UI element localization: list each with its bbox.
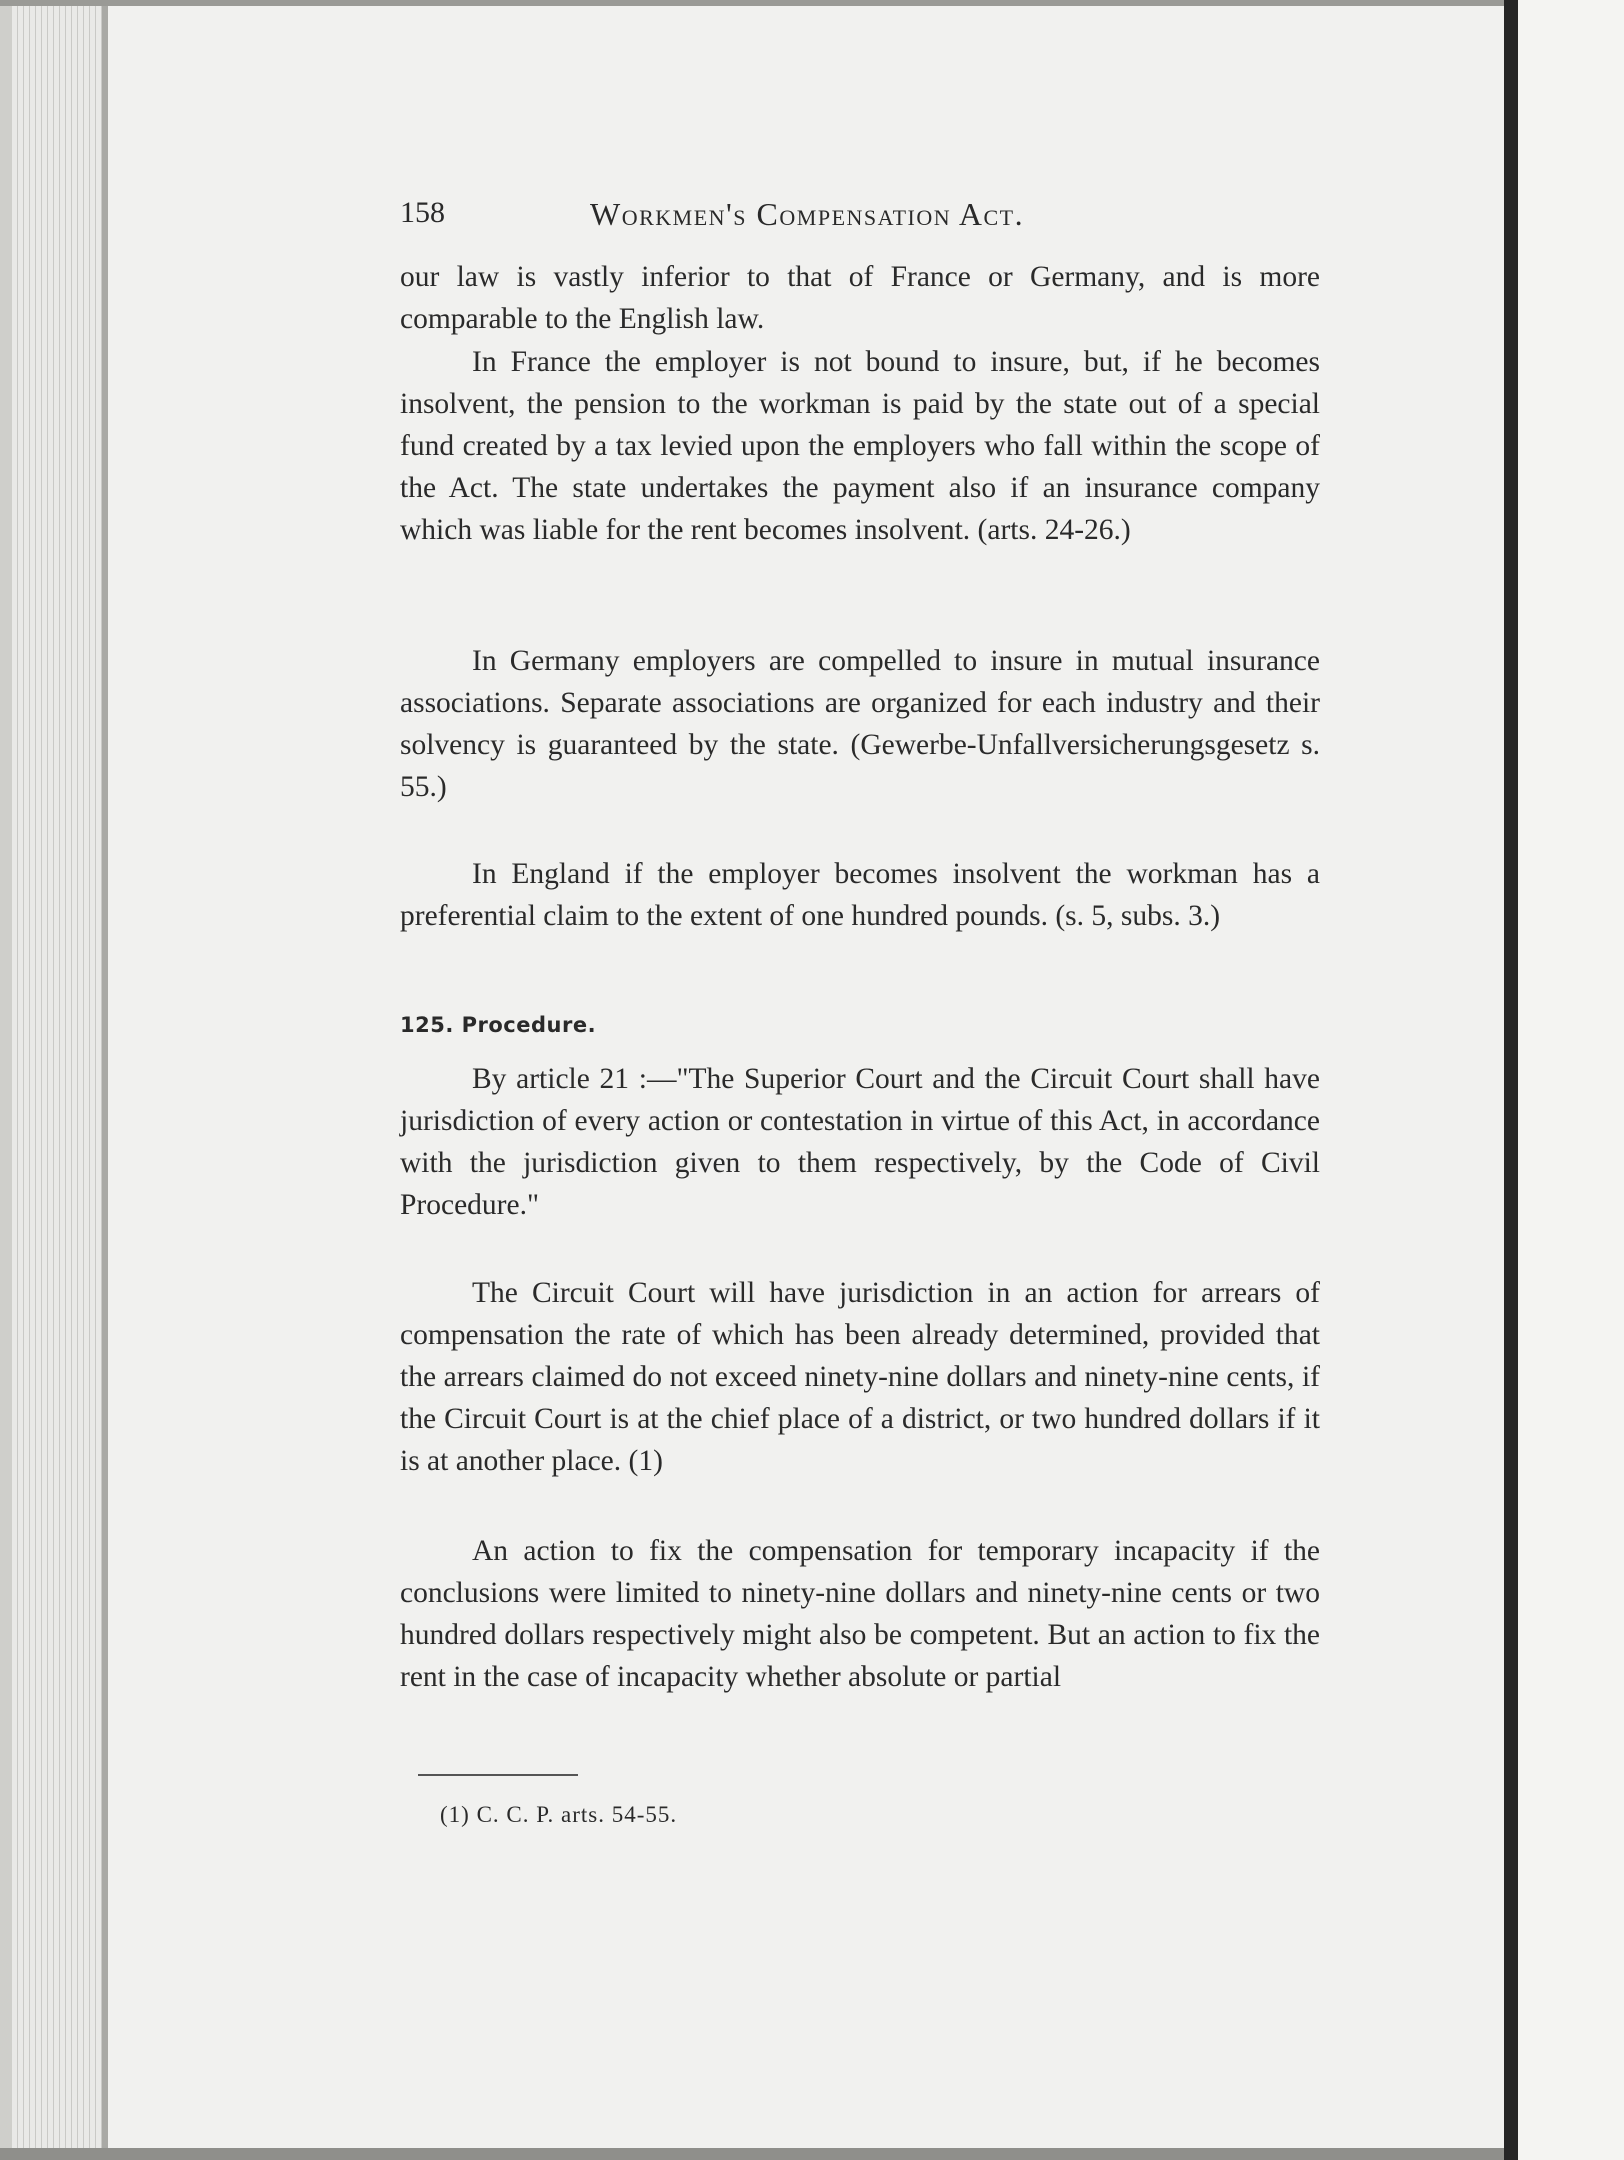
paragraph-continuation: our law is vastly inferior to that of France or Germany, and is more comparable to the English law. xyxy=(400,261,1320,335)
page-number: 158 xyxy=(400,196,445,229)
running-title: Workmen's Compensation Act. xyxy=(590,196,1025,232)
scan-top-edge xyxy=(0,0,1504,6)
facing-page xyxy=(1518,0,1624,2160)
paragraph-article-21: By article 21 :—"The Superior Court and the Circuit Court shall have jurisdiction of every action or contestation in virtue of this Act, in accordance with the jurisdiction given to them respectively, by the Code of Civil Procedure." xyxy=(400,1063,1320,1221)
book-page-edges xyxy=(0,0,108,2160)
paragraph-germany: In Germany employers are compelled to insure in mutual insurance associations. Separate associations are organized for each industry and their solvency is guaranteed by the state. (Gewerbe-Unfallversicherungsgesetz s. 55.) xyxy=(400,645,1320,803)
footnote-rule xyxy=(418,1774,578,1776)
paragraph-france: In France the employer is not bound to insure, but, if he becomes insolvent, the pension to the workman is paid by the state out of a special fund created by a tax levied upon the employers who fall within the scope of the Act. The state undertakes the payment also if an insurance company which was liable for the rent becomes insolvent. (arts. 24-26.) xyxy=(400,346,1320,546)
section-heading: 125. Procedure. xyxy=(400,1013,597,1037)
scan-bottom-edge xyxy=(0,2148,1504,2160)
paragraph-england: In England if the employer becomes insolvent the workman has a preferential claim to the extent of one hundred pounds. (s. 5, subs. 3.) xyxy=(400,858,1320,932)
paragraph-temporary-incapacity: An action to fix the compensation for temporary incapacity if the conclusions were limited to ninety-nine dollars and ninety-nine cents or two hundred dollars respectively might also be competent. But an action to fix the rent in the case of incapacity whether absolute or partial xyxy=(400,1535,1320,1693)
paragraph-circuit-court: The Circuit Court will have jurisdiction in an action for arrears of compensation the rate of which has been already determined, provided that the arrears claimed do not exceed ninety-nine dollars and ninety-nine cents, if the Circuit Court is at the chief place of a district, or two hundred dollars if it is at another place. (1) xyxy=(400,1277,1320,1477)
footnote: (1) C. C. P. arts. 54-55. xyxy=(440,1802,678,1827)
book-binding xyxy=(1504,0,1518,2160)
running-head xyxy=(400,190,1320,240)
